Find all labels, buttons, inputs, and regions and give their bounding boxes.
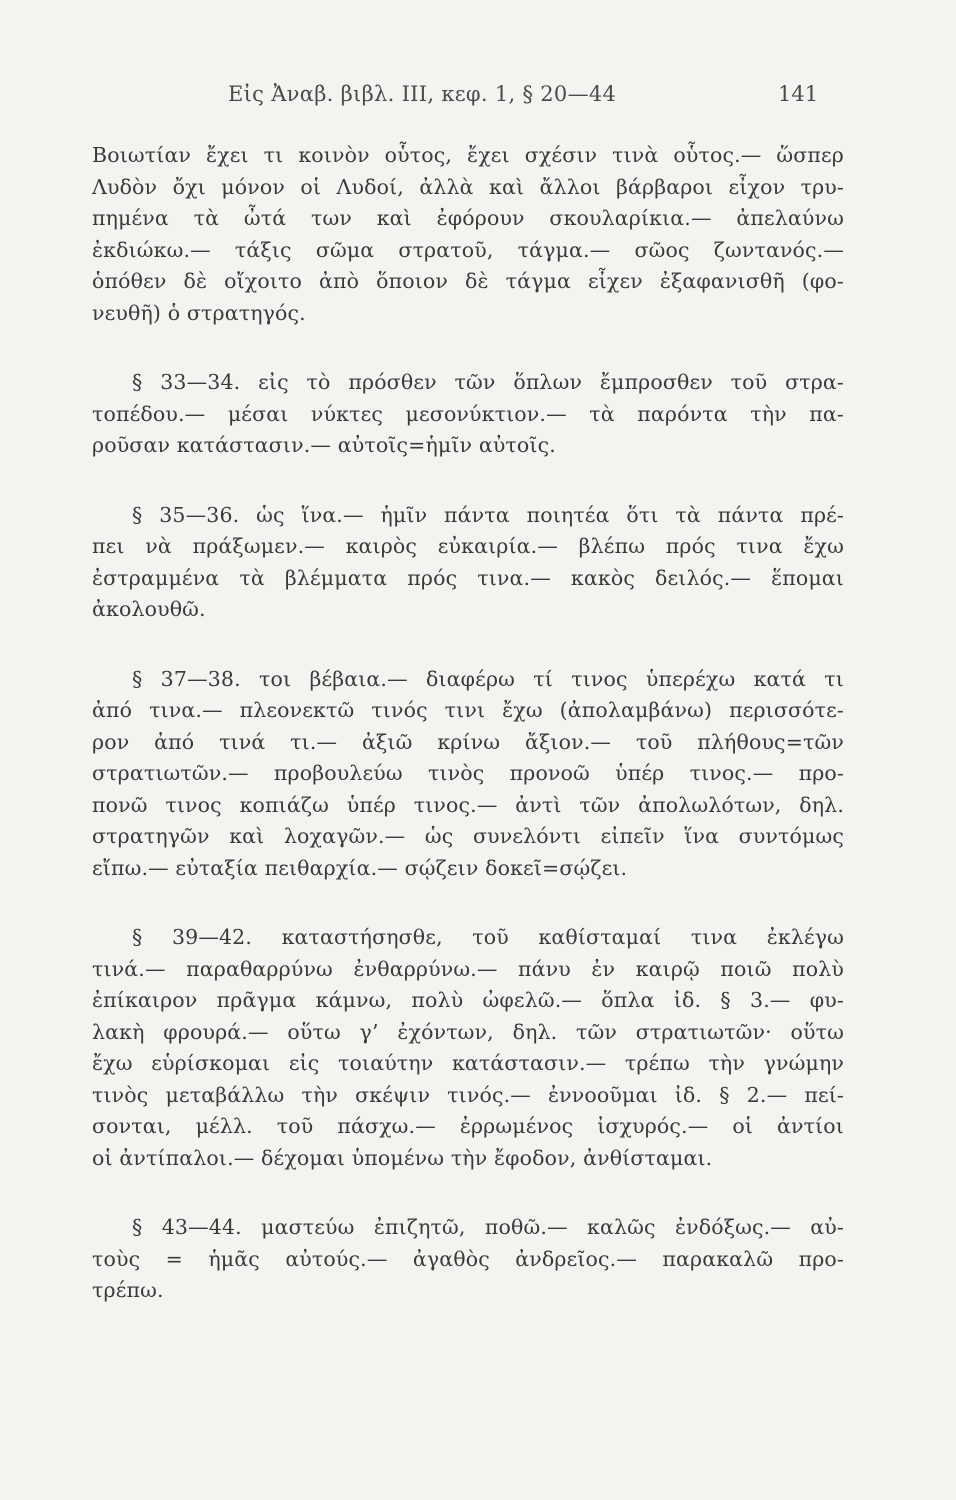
text-line: § 43—44. μαστεύω ἐπιζητῶ, ποθῶ.— καλῶς ἐνδόξως.— αὐ- [132, 1215, 844, 1239]
text-line: στρατιωτῶν.— προβουλεύω τινὸς προνοῶ ὑπέρ τινος.— προ- [92, 761, 844, 785]
text-line: § 35—36. ὡς ἵνα.— ἡμῖν πάντα ποιητέα ὅτι τὰ πάντα πρέ- [132, 502, 844, 527]
paragraph-37-38 [92, 664, 844, 885]
text-line: ἔχω εὑρίσκομαι εἰς τοιαύτην κατάστασιν.— τρέπω τὴν γνώμην [92, 1051, 844, 1075]
text-line: νευθῆ) ὁ στρατηγός. [92, 300, 306, 325]
text-line: Λυδὸν ὄχι μόνον οἱ Λυδοί, ἀλλὰ καὶ ἄλλοι βάρβαροι εἶχον τρυ- [92, 174, 844, 199]
text-line: τρέπω. [92, 1278, 164, 1302]
text-line: § 39—42. καταστήσησθε, τοῦ καθίσταμαί τινα ἐκλέγω [132, 925, 844, 949]
text-line: ὁπόθεν δὲ οἴχοιτο ἀπὸ ὅποιον δὲ τάγμα εἶχεν ἐξαφανισθῆ (φο- [92, 269, 844, 293]
paragraph-39-42 [92, 922, 844, 1174]
text-line: πημένα τὰ ὦτά των καὶ ἐφόρουν σκουλαρίκια.— ἀπελαύνω [92, 206, 844, 230]
text-line: ἀκολουθῶ. [92, 597, 206, 621]
text-line: ἐστραμμένα τὰ βλέμματα πρός τινα.— κακὸς δειλός.— ἕπομαι [92, 565, 844, 590]
text-line: πει νὰ πράξωμεν.— καιρὸς εὐκαιρία.— βλέπω πρός τινα ἔχω [92, 534, 844, 558]
page-header [0, 82, 956, 122]
paragraph-43-44 [92, 1212, 844, 1307]
running-title: Εἰς Ἀναβ. βιβλ. III, κεφ. 1, § 20—44 [228, 82, 617, 106]
text-line: ἐκδιώκω.— τάξις σῶμα στρατοῦ, τάγμα.— σῶος ζωντανός.— [92, 237, 844, 262]
text-line: ἀπό τινα.— πλεονεκτῶ τινός τινι ἔχω (ἀπολαμβάνω) περισσότε- [92, 698, 844, 722]
text-line: στρατηγῶν καὶ λοχαγῶν.— ὡς συνελόντι εἰπεῖν ἵνα συντόμως [92, 824, 844, 848]
text-line: τοπέδου.— μέσαι νύκτες μεσονύκτιον.— τὰ παρόντα τὴν πα- [92, 401, 844, 426]
page-body [92, 140, 844, 1345]
paragraph-35-36 [92, 500, 844, 626]
text-line: πονῶ τινος κοπιάζω ὑπέρ τινος.— ἀντὶ τῶν ἀπολωλότων, δηλ. [92, 792, 844, 817]
text-line: ρον ἀπό τινά τι.— ἀξιῶ κρίνω ἄξιον.— τοῦ πλήθους=τῶν [92, 729, 844, 754]
text-line: εἴπω.— εὐταξία πειθαρχία.— σῴζειν δοκεῖ=σῴζει. [92, 855, 628, 880]
paragraph-1 [92, 140, 844, 329]
text-line: τινά.— παραθαρρύνω ἐνθαρρύνω.— πάνυ ἐν καιρῷ ποιῶ πολὺ [92, 956, 844, 981]
text-line: ἐπίκαιρον πρᾶγμα κάμνω, πολὺ ὠφελῶ.— ὅπλα ἰδ. § 3.— φυ- [92, 988, 844, 1012]
text-line: Βοιωτίαν ἔχει τι κοινὸν οὗτος, ἔχει σχέσιν τινὰ οὗτος.— ὥσπερ [92, 143, 844, 167]
text-line: οἱ ἀντίπαλοι.— δέχομαι ὑπομένω τὴν ἔφοδον, ἀνθίσταμαι. [92, 1145, 713, 1170]
text-line: τινὸς μεταβάλλω τὴν σκέψιν τινός.— ἐννοοῦμαι ἰδ. § 2.— πεί- [92, 1082, 844, 1107]
text-line: § 37—38. τοι βέβαια.— διαφέρω τί τινος ὑπερέχω κατά τι [132, 666, 844, 691]
text-line: ροῦσαν κατάστασιν.— αὐτοῖς=ἡμῖν αὐτοῖς. [92, 433, 556, 457]
text-line: λακὴ φρουρά.— οὕτω γ’ ἐχόντων, δηλ. τῶν στρατιωτῶν· οὕτω [92, 1019, 844, 1044]
text-line: § 33—34. εἰς τὸ πρόσθεν τῶν ὅπλων ἔμπροσθεν τοῦ στρα- [132, 370, 844, 394]
paragraph-33-34 [92, 367, 844, 462]
text-line: σονται, μέλλ. τοῦ πάσχω.— ἐρρωμένος ἰσχυρός.— οἱ ἀντίοι [92, 1114, 844, 1138]
page-number: 141 [778, 82, 819, 106]
text-line: τοὺς = ἡμᾶς αὐτούς.— ἀγαθὸς ἀνδρεῖος.— παρακαλῶ προ- [92, 1246, 844, 1271]
